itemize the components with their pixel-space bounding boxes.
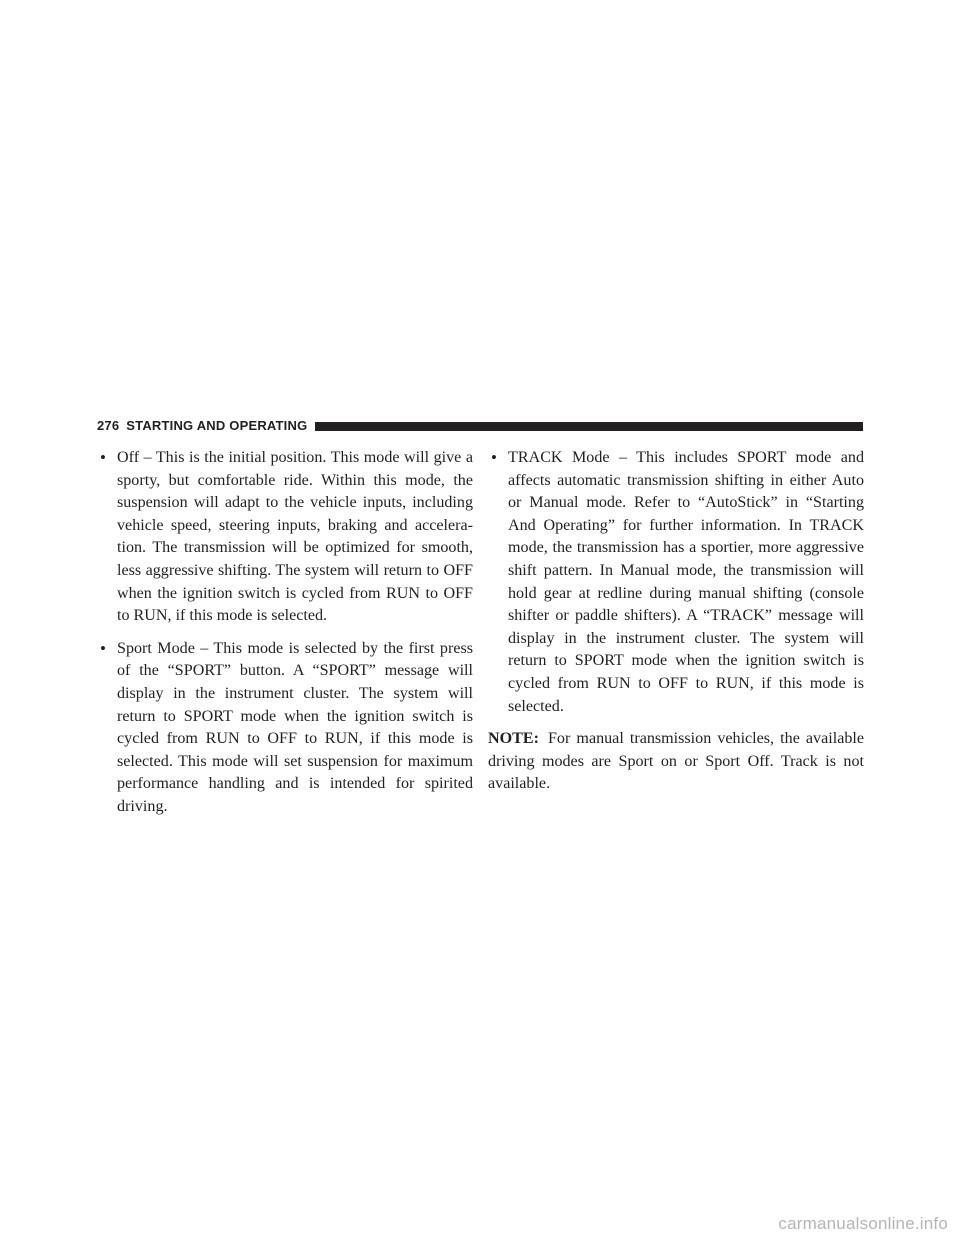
page-header (97, 418, 863, 434)
bullet-item-track-mode (488, 447, 864, 718)
bullet-text: TRACK Mode – This includes SPORT mode and affects automatic transmission shifting in either Auto or Manual mode. Refer to “AutoStick” in “Starting And Operating” for further information. In TRACK mode, the transmission has a sportier, more aggressive shift pattern. In Manual mode, the transmission will hold gear at redline during manual shifting (console shifter or paddle shifters). A “TRACK” message will display in the instrument cluster. The system will return to SPORT mode when the ignition switch is cycled from RUN to OFF to RUN, if this mode is selected. (508, 449, 864, 715)
bullet-icon: • (100, 638, 106, 658)
bullet-icon: • (491, 448, 497, 467)
section-title: STARTING AND OPERATING (126, 418, 308, 433)
bullet-text: Off – This is the initial position. This mode will give a sporty, but comfortable ride. Within this mode, the suspension will adapt to the vehicle inputs, including vehicle speed, steering inputs, braking and accelera-tion. The transmission will be optimized for smooth, less aggressive shifting. The system will return to OFF when the ignition switch is cycled from RUN to OFF to RUN, if this mode is selected. (117, 449, 473, 625)
bullet-icon: • (100, 448, 106, 467)
note-text: For manual transmission vehicles, the available driving modes are Sport on or Sport Off. Track is not available. (488, 730, 864, 793)
bullet-item-off-mode (97, 447, 473, 628)
page-number: 276 (97, 418, 120, 433)
right-column (488, 447, 864, 796)
bullet-text: Sport Mode – This mode is selected by the first press of the “SPORT” button. A “SPORT” message will display in the instrument cluster. The system will return to SPORT mode when the ignition switch is cycled from RUN to OFF to RUN, if this mode is selected. This mode will set suspension for maximum performance handling and is intended for spirited driving. (117, 639, 473, 815)
watermark-link[interactable]: carmanualsonline.info (778, 1214, 948, 1233)
left-column (97, 447, 473, 829)
header-rule (315, 422, 863, 431)
note-paragraph (488, 728, 864, 796)
bullet-item-sport-mode (97, 638, 473, 819)
note-label: NOTE: (488, 730, 539, 748)
